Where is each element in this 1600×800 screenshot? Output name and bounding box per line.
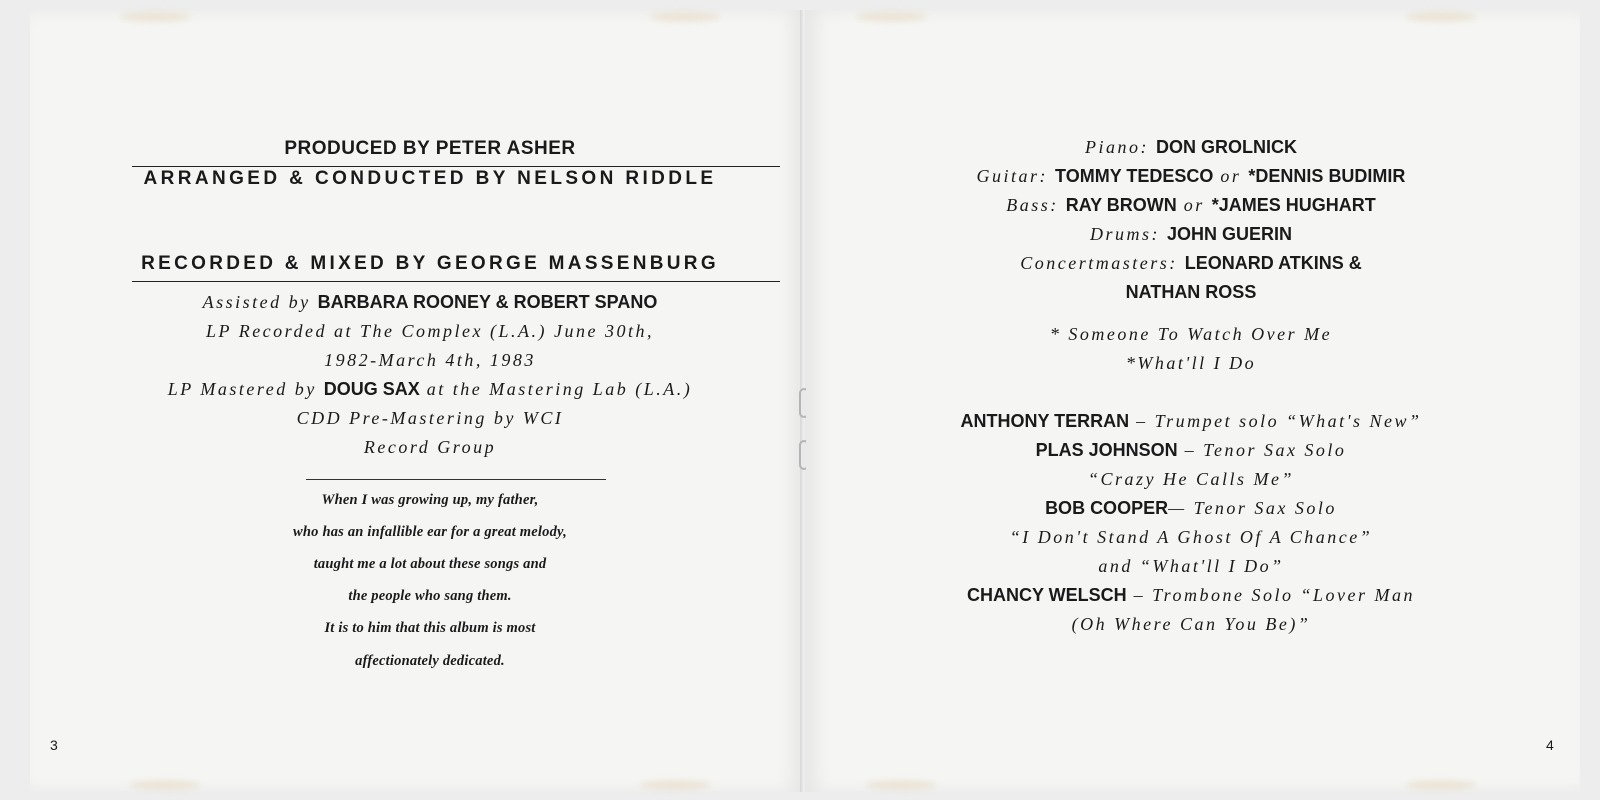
dedication-line-5: It is to him that this album is most <box>324 620 536 636</box>
credit-role: Piano: <box>1085 137 1156 157</box>
dedication-line-3: taught me a lot about these songs and <box>313 556 547 572</box>
credit-or: or <box>1176 195 1212 215</box>
solo-johnson <box>846 440 1536 461</box>
arranged-by-credit: ARRANGED & CONDUCTED BY NELSON RIDDLE <box>143 168 717 189</box>
soloist-name: ANTHONY TERRAN <box>960 411 1130 431</box>
solo-desc: – Trombone Solo “Lover Man <box>1126 585 1415 605</box>
right-page <box>806 10 1580 792</box>
lp-recorded-line-2: 1982-March 4th, 1983 <box>324 350 536 370</box>
page-number-left: 3 <box>50 737 58 753</box>
cdd-line-2: Record Group <box>363 437 497 457</box>
left-page <box>30 10 802 792</box>
lp-recorded-line-1: LP Recorded at The Complex (L.A.) June 30th, <box>206 321 654 341</box>
credit-role: Guitar: <box>976 166 1056 186</box>
dedication-line-2: who has an infallible ear for a great melody, <box>293 524 567 540</box>
solo-terran <box>846 411 1536 432</box>
dedication-line-6: affectionately dedicated. <box>355 653 505 669</box>
dedication-line-1: When I was growing up, my father, <box>321 492 539 508</box>
credit-name: RAY BROWN <box>1065 195 1177 215</box>
lp-mastered-name: DOUG SAX <box>323 379 420 399</box>
assisted-prefix: Assisted by <box>202 292 318 312</box>
credit-alt-name: *JAMES HUGHART <box>1211 195 1376 215</box>
recorded-by-credit: RECORDED & MIXED BY GEORGE MASSENBURG <box>141 253 719 274</box>
lp-mastered-line <box>80 379 780 400</box>
solo-desc: – Tenor Sax Solo <box>1177 440 1347 460</box>
soloist-name: CHANCY WELSCH <box>966 585 1127 605</box>
credit-name: TOMMY TEDESCO <box>1055 166 1214 186</box>
solo-cooper <box>846 498 1536 519</box>
alt-song-1: * Someone To Watch Over Me <box>1049 324 1333 344</box>
credit-drums <box>846 224 1536 245</box>
lp-mastered-prefix: LP Mastered by <box>167 379 324 399</box>
solo-cooper-song-1: “I Don't Stand A Ghost Of A Chance” <box>1009 527 1373 547</box>
credit-piano <box>846 137 1536 158</box>
lp-mastered-suffix: at the Mastering Lab (L.A.) <box>419 379 693 399</box>
cdd-line-1: CDD Pre-Mastering by WCI <box>296 408 564 428</box>
credit-name: JOHN GUERIN <box>1167 224 1293 244</box>
solo-welsch-song-2: (Oh Where Can You Be)” <box>1071 614 1311 634</box>
credit-name: LEONARD ATKINS & <box>1184 253 1362 273</box>
solo-johnson-song: “Crazy He Calls Me” <box>1087 469 1294 489</box>
credit-bass <box>846 195 1536 216</box>
credit-role: Bass: <box>1006 195 1066 215</box>
header-rule-top <box>132 166 780 167</box>
alt-song-2: *What'll I Do <box>1125 353 1257 373</box>
credit-role: Drums: <box>1089 224 1167 244</box>
header-rule-bottom <box>132 281 780 282</box>
solo-desc: – Trumpet solo “What's New” <box>1129 411 1422 431</box>
soloist-name: PLAS JOHNSON <box>1035 440 1178 460</box>
produced-by-credit: PRODUCED BY PETER ASHER <box>284 138 576 159</box>
credit-alt-name: *DENNIS BUDIMIR <box>1248 166 1406 186</box>
credit-guitar <box>846 166 1536 187</box>
credit-role: Concertmasters: <box>1020 253 1185 273</box>
solo-welsch <box>846 585 1536 606</box>
concertmaster-line-2: NATHAN ROSS <box>1125 282 1257 302</box>
credit-or: or <box>1213 166 1249 186</box>
soloist-name: BOB COOPER <box>1045 498 1169 518</box>
dedication-rule <box>306 479 606 480</box>
solo-cooper-song-2: and “What'll I Do” <box>1098 556 1284 576</box>
assisted-by-line <box>80 292 780 313</box>
dedication-line-4: the people who sang them. <box>348 588 512 604</box>
solo-desc: — Tenor Sax Solo <box>1168 498 1337 518</box>
credit-name: DON GROLNICK <box>1156 137 1297 157</box>
page-number-right: 4 <box>1546 737 1554 753</box>
assisted-names: BARBARA ROONEY & ROBERT SPANO <box>317 292 658 312</box>
credit-concertmasters <box>846 253 1536 274</box>
